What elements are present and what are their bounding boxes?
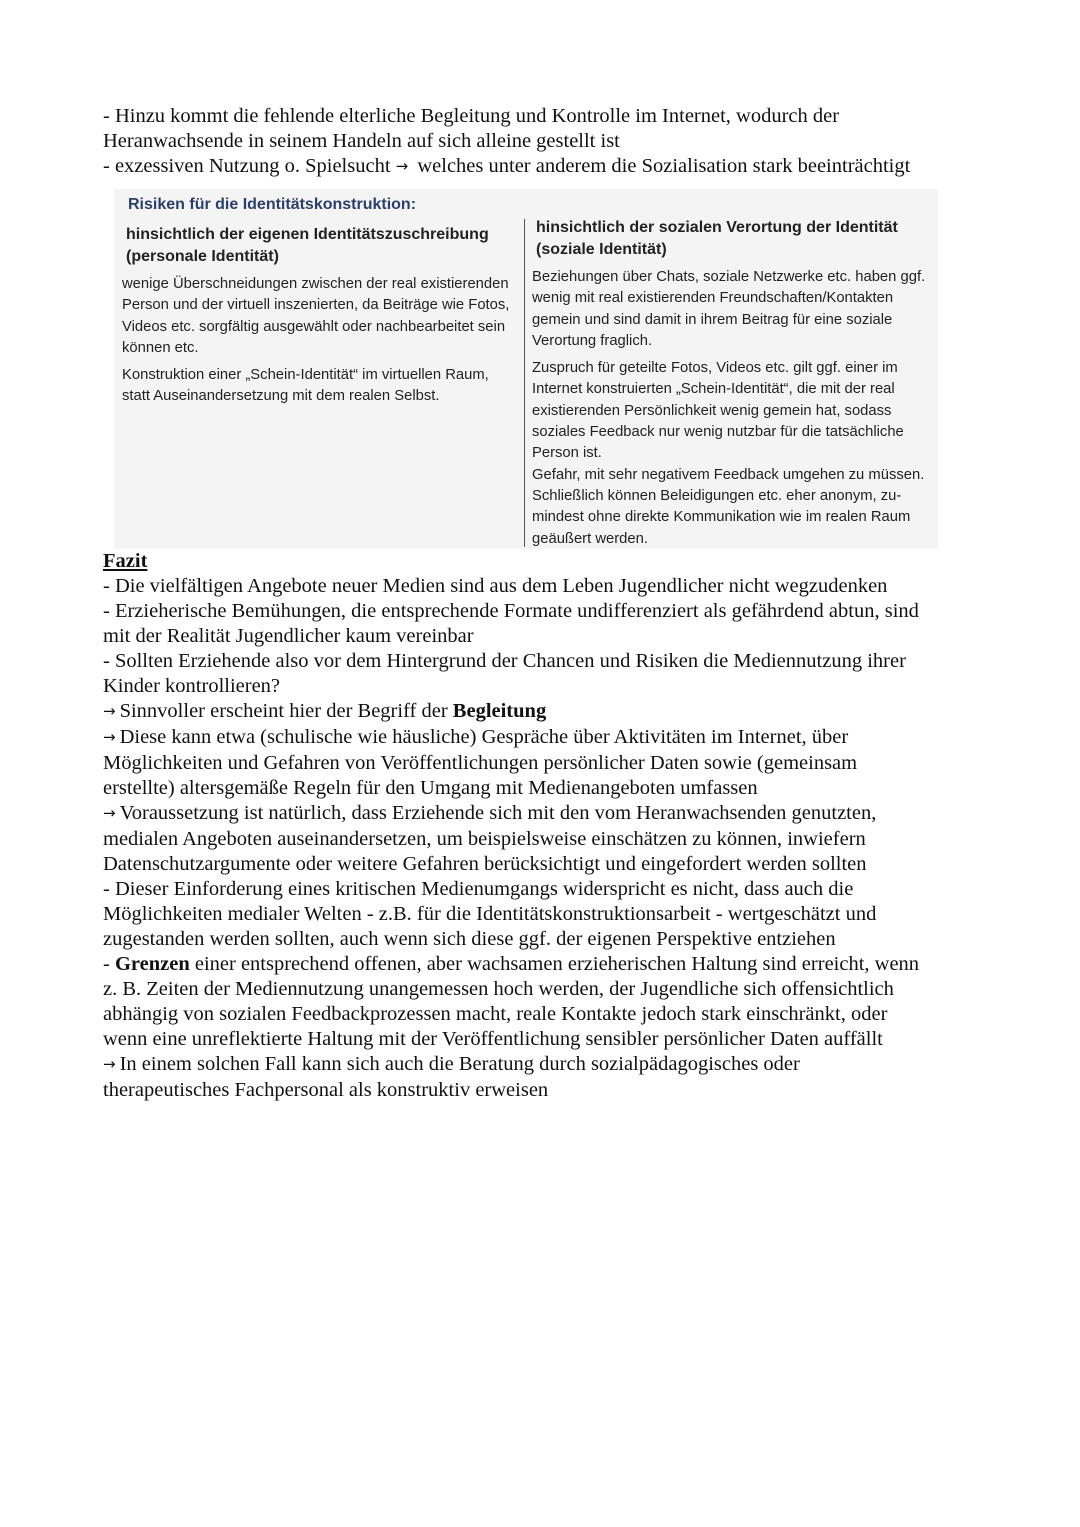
text-span: welches unter anderem die Sozialisation stark beeinträchtigt bbox=[417, 155, 911, 177]
arrow-icon: → bbox=[103, 1055, 116, 1073]
text-line: Möglichkeiten medialer Welten - z.B. für die Identitätskonstruktionsarbeit - wertgeschätzt und bbox=[103, 903, 877, 925]
text-line: - Grenzen einer entsprechend offenen, aber wachsamen erzieherischen Haltung sind erreicht, wenn bbox=[103, 953, 920, 975]
text-line: - Sollten Erziehende also vor dem Hintergrund der Chancen und Risiken die Mediennutzung ihrer bbox=[103, 650, 906, 672]
bold-term: Begleitung bbox=[452, 700, 547, 722]
column-divider bbox=[524, 219, 525, 547]
text-line: zugestanden werden sollten, auch wenn sich diese ggf. der eigenen Perspektive entziehen bbox=[103, 928, 836, 950]
text-span: Diese kann etwa (schulische wie häusliche) Gespräche über Aktivitäten im Internet, über bbox=[119, 726, 849, 748]
table-line: Internet konstruierten „Schein-Identität“, die mit der real bbox=[532, 381, 895, 398]
column-heading: hinsichtlich der sozialen Verortung der Identität (soziale Identität) bbox=[536, 219, 898, 258]
risks-table-image bbox=[114, 189, 938, 549]
table-line: mindest ohne direkte Kommunikation wie im realen Raum bbox=[532, 509, 911, 526]
text-line: therapeutisches Fachpersonal als konstruktiv erweisen bbox=[103, 1079, 549, 1101]
text-line bbox=[103, 725, 983, 751]
table-line: soziales Feedback nur wenig nutzbar für die tatsächliche bbox=[532, 424, 904, 441]
table-line: wenig mit real existierenden Freundschaften/Kontakten bbox=[532, 290, 894, 307]
table-column-social bbox=[532, 217, 932, 549]
text-line: mit der Realität Jugendlicher kaum vereinbar bbox=[103, 625, 474, 647]
table-line: existierenden Persönlichkeit wenig gemein hat, sodass bbox=[532, 402, 892, 419]
text-line: z. B. Zeiten der Mediennutzung unangemessen hoch werden, der Jugendliche sich offensichtlich bbox=[103, 978, 894, 1000]
text-span: Sinnvoller erscheint hier der Begriff der bbox=[119, 700, 448, 722]
table-line: Verortung fraglich. bbox=[532, 332, 653, 349]
text-line: erstellte) altersgemäße Regeln für den Umgang mit Medienangeboten umfassen bbox=[103, 777, 758, 799]
bold-term: Grenzen bbox=[114, 953, 190, 975]
text-line bbox=[103, 699, 983, 725]
text-span: In einem solchen Fall kann sich auch die Beratung durch sozialpädagogisches oder bbox=[119, 1053, 800, 1075]
text-span: einer entsprechend offenen, aber wachsamen erzieherischen Haltung sind erreicht, wenn bbox=[194, 953, 920, 975]
table-line: Schließlich können Beleidigungen etc. eher anonym, zu- bbox=[532, 487, 902, 504]
text-line: Kinder kontrollieren? bbox=[103, 675, 281, 697]
table-line: Gefahr, mit sehr negativem Feedback umgehen zu müssen. bbox=[532, 466, 925, 483]
table-line: Konstruktion einer „Schein-Identität“ im virtuellen Raum, bbox=[122, 367, 489, 384]
text-line bbox=[103, 154, 983, 180]
table-line: Person ist. bbox=[532, 445, 602, 462]
arrow-icon: → bbox=[395, 157, 409, 175]
table-line: geäußert werden. bbox=[532, 530, 648, 547]
table-line: können etc. bbox=[122, 339, 199, 356]
text-line: wenn eine unreflektierte Haltung mit der Veröffentlichung sensibler persönlicher Daten auffällt bbox=[103, 1028, 883, 1050]
intro-paragraph bbox=[103, 104, 983, 180]
text-line: - Dieser Einforderung eines kritischen Medienumgangs widerspricht es nicht, dass auch die bbox=[103, 878, 854, 900]
table-column-personal bbox=[122, 224, 522, 408]
arrow-icon: → bbox=[103, 728, 116, 746]
table-line: gemein und sind damit in ihrem Beitrag für eine soziale bbox=[532, 311, 893, 328]
text-line: Datenschutzargumente oder weitere Gefahren berücksichtigt und eingefordert werden sollten bbox=[103, 853, 867, 875]
text-line: abhängig von sozialen Feedbackprozessen macht, reale Kontakte jedoch stark einschränkt, oder bbox=[103, 1003, 888, 1025]
arrow-icon: → bbox=[103, 702, 116, 720]
text-span: Voraussetzung ist natürlich, dass Erziehende sich mit den vom Heranwachsenden genutzten, bbox=[119, 802, 877, 824]
column-heading: hinsichtlich der eigenen Identitätszuschreibung (personale Identität) bbox=[126, 226, 489, 265]
text-line: - Die vielfältigen Angebote neuer Medien sind aus dem Leben Jugendlicher nicht wegzudenken bbox=[103, 575, 888, 597]
fazit-section bbox=[103, 549, 983, 1103]
text-line: - Hinzu kommt die fehlende elterliche Begleitung und Kontrolle im Internet, wodurch der bbox=[103, 105, 840, 127]
table-line: Zuspruch für geteilte Fotos, Videos etc. gilt ggf. einer im bbox=[532, 360, 898, 377]
table-title: Risiken für die Identitätskonstruktion: bbox=[128, 196, 417, 213]
text-line bbox=[103, 801, 983, 827]
arrow-icon: → bbox=[103, 804, 116, 822]
text-span: - exzessiven Nutzung o. Spielsucht bbox=[103, 155, 391, 177]
text-line: Heranwachsende in seinem Handeln auf sich alleine gestellt ist bbox=[103, 130, 620, 152]
table-line: Videos etc. sorgfältig ausgewählt oder nachbearbeitet sein bbox=[122, 318, 506, 335]
table-line: statt Auseinandersetzung mit dem realen Selbst. bbox=[122, 388, 440, 405]
text-line: - Erzieherische Bemühungen, die entsprechende Formate undifferenziert als gefährdend abtun, sind bbox=[103, 600, 919, 622]
text-line: medialen Angeboten auseinandersetzen, um beispielsweise einschätzen zu können, inwiefern bbox=[103, 828, 866, 850]
text-line bbox=[103, 1052, 983, 1078]
table-line: Person und der virtuell inszenierten, da Beiträge wie Fotos, bbox=[122, 297, 510, 314]
fazit-heading: Fazit bbox=[103, 550, 148, 572]
table-line: wenige Überschneidungen zwischen der real existierenden bbox=[122, 276, 509, 292]
table-line: Beziehungen über Chats, soziale Netzwerke etc. haben ggf. bbox=[532, 269, 926, 285]
text-line: Möglichkeiten und Gefahren von Veröffentlichungen persönlicher Daten sowie (gemeinsam bbox=[103, 752, 858, 774]
